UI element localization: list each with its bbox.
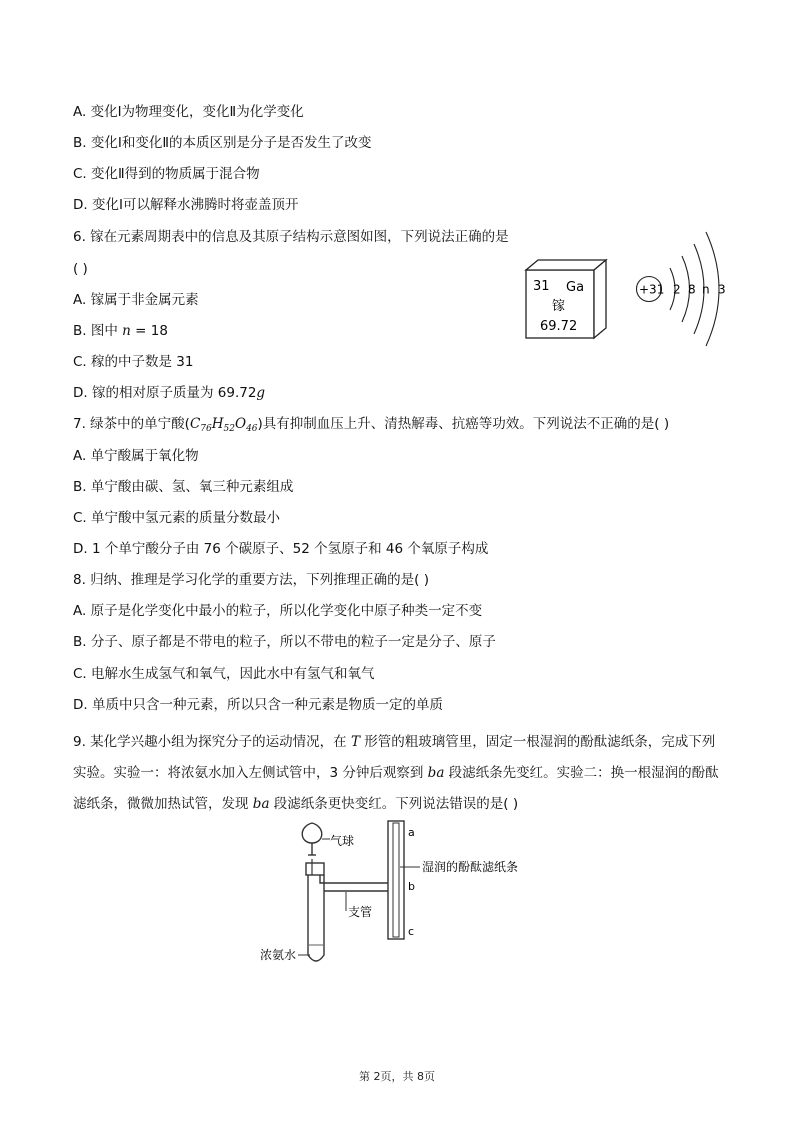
label-filter-paper: 湿润的酚酞滤纸条	[422, 860, 519, 874]
atom-nucleus: +31	[639, 282, 665, 297]
atom-shell-3: n	[702, 282, 710, 297]
q9-stem-ba2: ba	[252, 796, 270, 812]
label-b: b	[408, 880, 415, 893]
q7-formula-h-sub: 52	[223, 424, 235, 434]
q6-option-b	[73, 322, 168, 340]
atom-shell-4: 3	[718, 282, 726, 297]
element-number: 31	[533, 279, 550, 294]
q7-formula-c-sub: 76	[200, 424, 212, 434]
label-c: c	[408, 925, 415, 938]
q8-option-c: C. 电解水生成氢气和氧气，因此水中有氢气和氧气	[73, 666, 375, 682]
q7-formula-h: H	[211, 416, 224, 432]
q9-stem-p3: 段滤纸条先变红。实验二：换一根湿润的酚酞滤纸条，微微加热试管，发现	[73, 765, 719, 812]
q7-option-d: D. 1 个单宁酸分子由 76 个碳原子、52 个氢原子和 46 个氧原子构成	[73, 541, 489, 557]
q9-stem	[73, 727, 725, 820]
q9-stem-p2: 形管的粗玻璃管里，固定一根湿润的酚酞滤纸条，完成下列实验。实验一：将浓氨水加入左侧试管中，3 分钟后观察到	[73, 734, 716, 781]
q6-option-d-pre: D. 镓的相对原子质量为 69.72	[73, 385, 257, 401]
q7-formula-o: O	[234, 416, 247, 432]
q9-stem-p4: 段滤纸条更快变红。下列说法错误的是( )	[269, 796, 519, 812]
q5-option-b: B. 变化Ⅰ和变化Ⅱ的本质区别是分子是否发生了改变	[73, 135, 372, 151]
q8-option-d: D. 单质中只含一种元素，所以只含一种元素是物质一定的单质	[73, 697, 443, 713]
element-name: 镓	[552, 299, 566, 314]
branch-tube	[320, 875, 388, 891]
q9-stem-ba1: ba	[427, 765, 445, 781]
q9-apparatus-diagram	[250, 815, 550, 975]
q6-option-d	[73, 384, 265, 402]
label-branch: 支管	[348, 905, 373, 919]
q7-option-a: A. 单宁酸属于氧化物	[73, 448, 199, 464]
element-card	[526, 260, 606, 338]
q7-stem-suffix: )具有抑制血压上升、清热解毒、抗癌等功效。下列说法不正确的是( )	[257, 416, 670, 432]
q7-stem	[73, 415, 669, 438]
q6-paren: ( )	[73, 261, 88, 277]
label-a: a	[408, 826, 415, 839]
q6-option-d-unit: g	[256, 385, 266, 401]
q6-option-b-post: = 18	[130, 323, 168, 339]
q6-option-b-var: n	[122, 323, 131, 339]
q6-stem: 6. 镓在元素周期表中的信息及其原子结构示意图如图，下列说法正确的是	[73, 229, 509, 245]
q9-stem-t: T	[350, 734, 360, 750]
q7-formula-o-sub: 46	[246, 424, 258, 434]
element-symbol: Ga	[566, 280, 585, 295]
q6-option-c: C. 稼的中子数是 31	[73, 354, 194, 370]
stopper	[306, 863, 324, 875]
q5-option-c: C. 变化Ⅱ得到的物质属于混合物	[73, 166, 260, 182]
atom-shell-2: 8	[688, 282, 696, 297]
q9-stem-p1: 9. 某化学兴趣小组为探究分子的运动情况，在	[73, 734, 351, 750]
q7-stem-prefix: 7. 绿茶中的单宁酸(	[73, 416, 190, 432]
q8-option-b: B. 分子、原子都是不带电的粒子，所以不带电的粒子一定是分子、原子	[73, 634, 496, 650]
element-mass: 69.72	[540, 319, 578, 334]
q7-option-b: B. 单宁酸由碳、氢、氧三种元素组成	[73, 479, 294, 495]
q6-figure	[520, 222, 760, 350]
atom-shell-1: 2	[673, 282, 681, 297]
balloon	[302, 823, 322, 855]
q8-option-a: A. 原子是化学变化中最小的粒子，所以化学变化中原子种类一定不变	[73, 603, 483, 619]
q6-option-b-pre: B. 图中	[73, 323, 123, 339]
vertical-glass-tube	[388, 821, 404, 939]
page-footer: 第 2页，共 8页	[359, 1070, 435, 1083]
q8-stem: 8. 归纳、推理是学习化学的重要方法，下列推理正确的是( )	[73, 572, 429, 588]
q7-formula-c: C	[189, 416, 201, 432]
label-ammonia: 浓氨水	[260, 948, 297, 962]
q5-option-d: D. 变化Ⅰ可以解释水沸腾时将壶盖顶开	[73, 197, 299, 213]
q7-option-c: C. 单宁酸中氢元素的质量分数最小	[73, 510, 281, 526]
q6-option-a: A. 镓属于非金属元素	[73, 292, 199, 308]
label-balloon: 气球	[330, 834, 355, 848]
atom-structure	[637, 232, 726, 346]
q5-option-a: A. 变化Ⅰ为物理变化，变化Ⅱ为化学变化	[73, 104, 304, 120]
